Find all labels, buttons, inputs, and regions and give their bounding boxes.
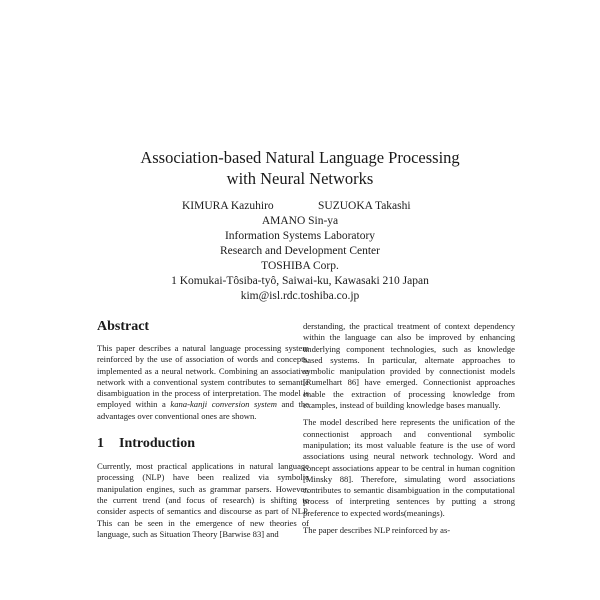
affiliation-lab: Information Systems Laboratory [224, 230, 376, 242]
paper-title-line-2: with Neural Networks [226, 169, 374, 188]
right-paragraph-2: The model described here represents the unification of the connectionist approach and conventional symbolic manipulation; its most valuable feature is the use of word associations using neural network technology. Word and concept associations appear to be central in human cognition [Minsky 88]. Therefore, simulating word associations contributes to semantic disambiguation in the computational process of interpreting sentences by putting a strong preference to expected words(meanings). [303, 417, 515, 518]
abstract-text-emphasis: kana-kanji conversion system [170, 399, 277, 410]
right-paragraph-3: The paper describes NLP reinforced by as- [303, 525, 451, 536]
author-kimura: KIMURA Kazuhiro [182, 200, 274, 212]
author-email: kim@isl.rdc.toshiba.co.jp [240, 290, 360, 302]
affiliation-corp: TOSHIBA Corp. [261, 260, 339, 272]
affiliation-address: 1 Komukai-Tôsiba-tyô, Saiwai-ku, Kawasaki 210 Japan [171, 275, 429, 287]
abstract-heading: Abstract [97, 319, 150, 334]
abstract-text-part1: This paper describes a natural language processing system reinforced by the use of association of words and concepts, implemented as a neural network. Combining an associative network with a conventional system contributes to semantic disambiguation in the process of interpretation. The model is employed within a [97, 343, 309, 410]
paper-title-line-1: Association-based Natural Language Processing [140, 148, 460, 167]
right-column [303, 318, 515, 542]
section-number: 1 [97, 436, 104, 452]
introduction-heading [97, 435, 309, 453]
abstract-text-part2: and the advantages over conventional ones are shown. [97, 399, 309, 421]
affiliation-center: Research and Development Center [220, 245, 380, 257]
abstract-text [97, 343, 309, 422]
left-column [97, 318, 309, 546]
right-paragraph-1: derstanding, the practical treatment of context dependency within the language can also be improved by enhancing underlying component technologies, such as knowledge based systems. In particular, alternate approaches to symbolic manipulation provided by connectionist models [Rumelhart 86] have emerged. Connectionist approaches enable the extraction of processing knowledge from examples, instead of building knowledge bases manually. [303, 321, 515, 411]
author-amano: AMANO Sin-ya [261, 215, 339, 227]
section-title: Introduction [119, 436, 195, 452]
author-suzuoka: SUZUOKA Takashi [318, 200, 411, 212]
introduction-paragraph: Currently, most practical applications in natural language processing (NLP) have been realized via symbolic manipulation engines, such as grammar parsers. However, the current trend (and focus of research) is shifting to consider aspects of semantics and discourse as part of NLP. This can be seen in the emergence of new theories of language, such as Situation Theory [Barwise 83] and [97, 461, 309, 539]
